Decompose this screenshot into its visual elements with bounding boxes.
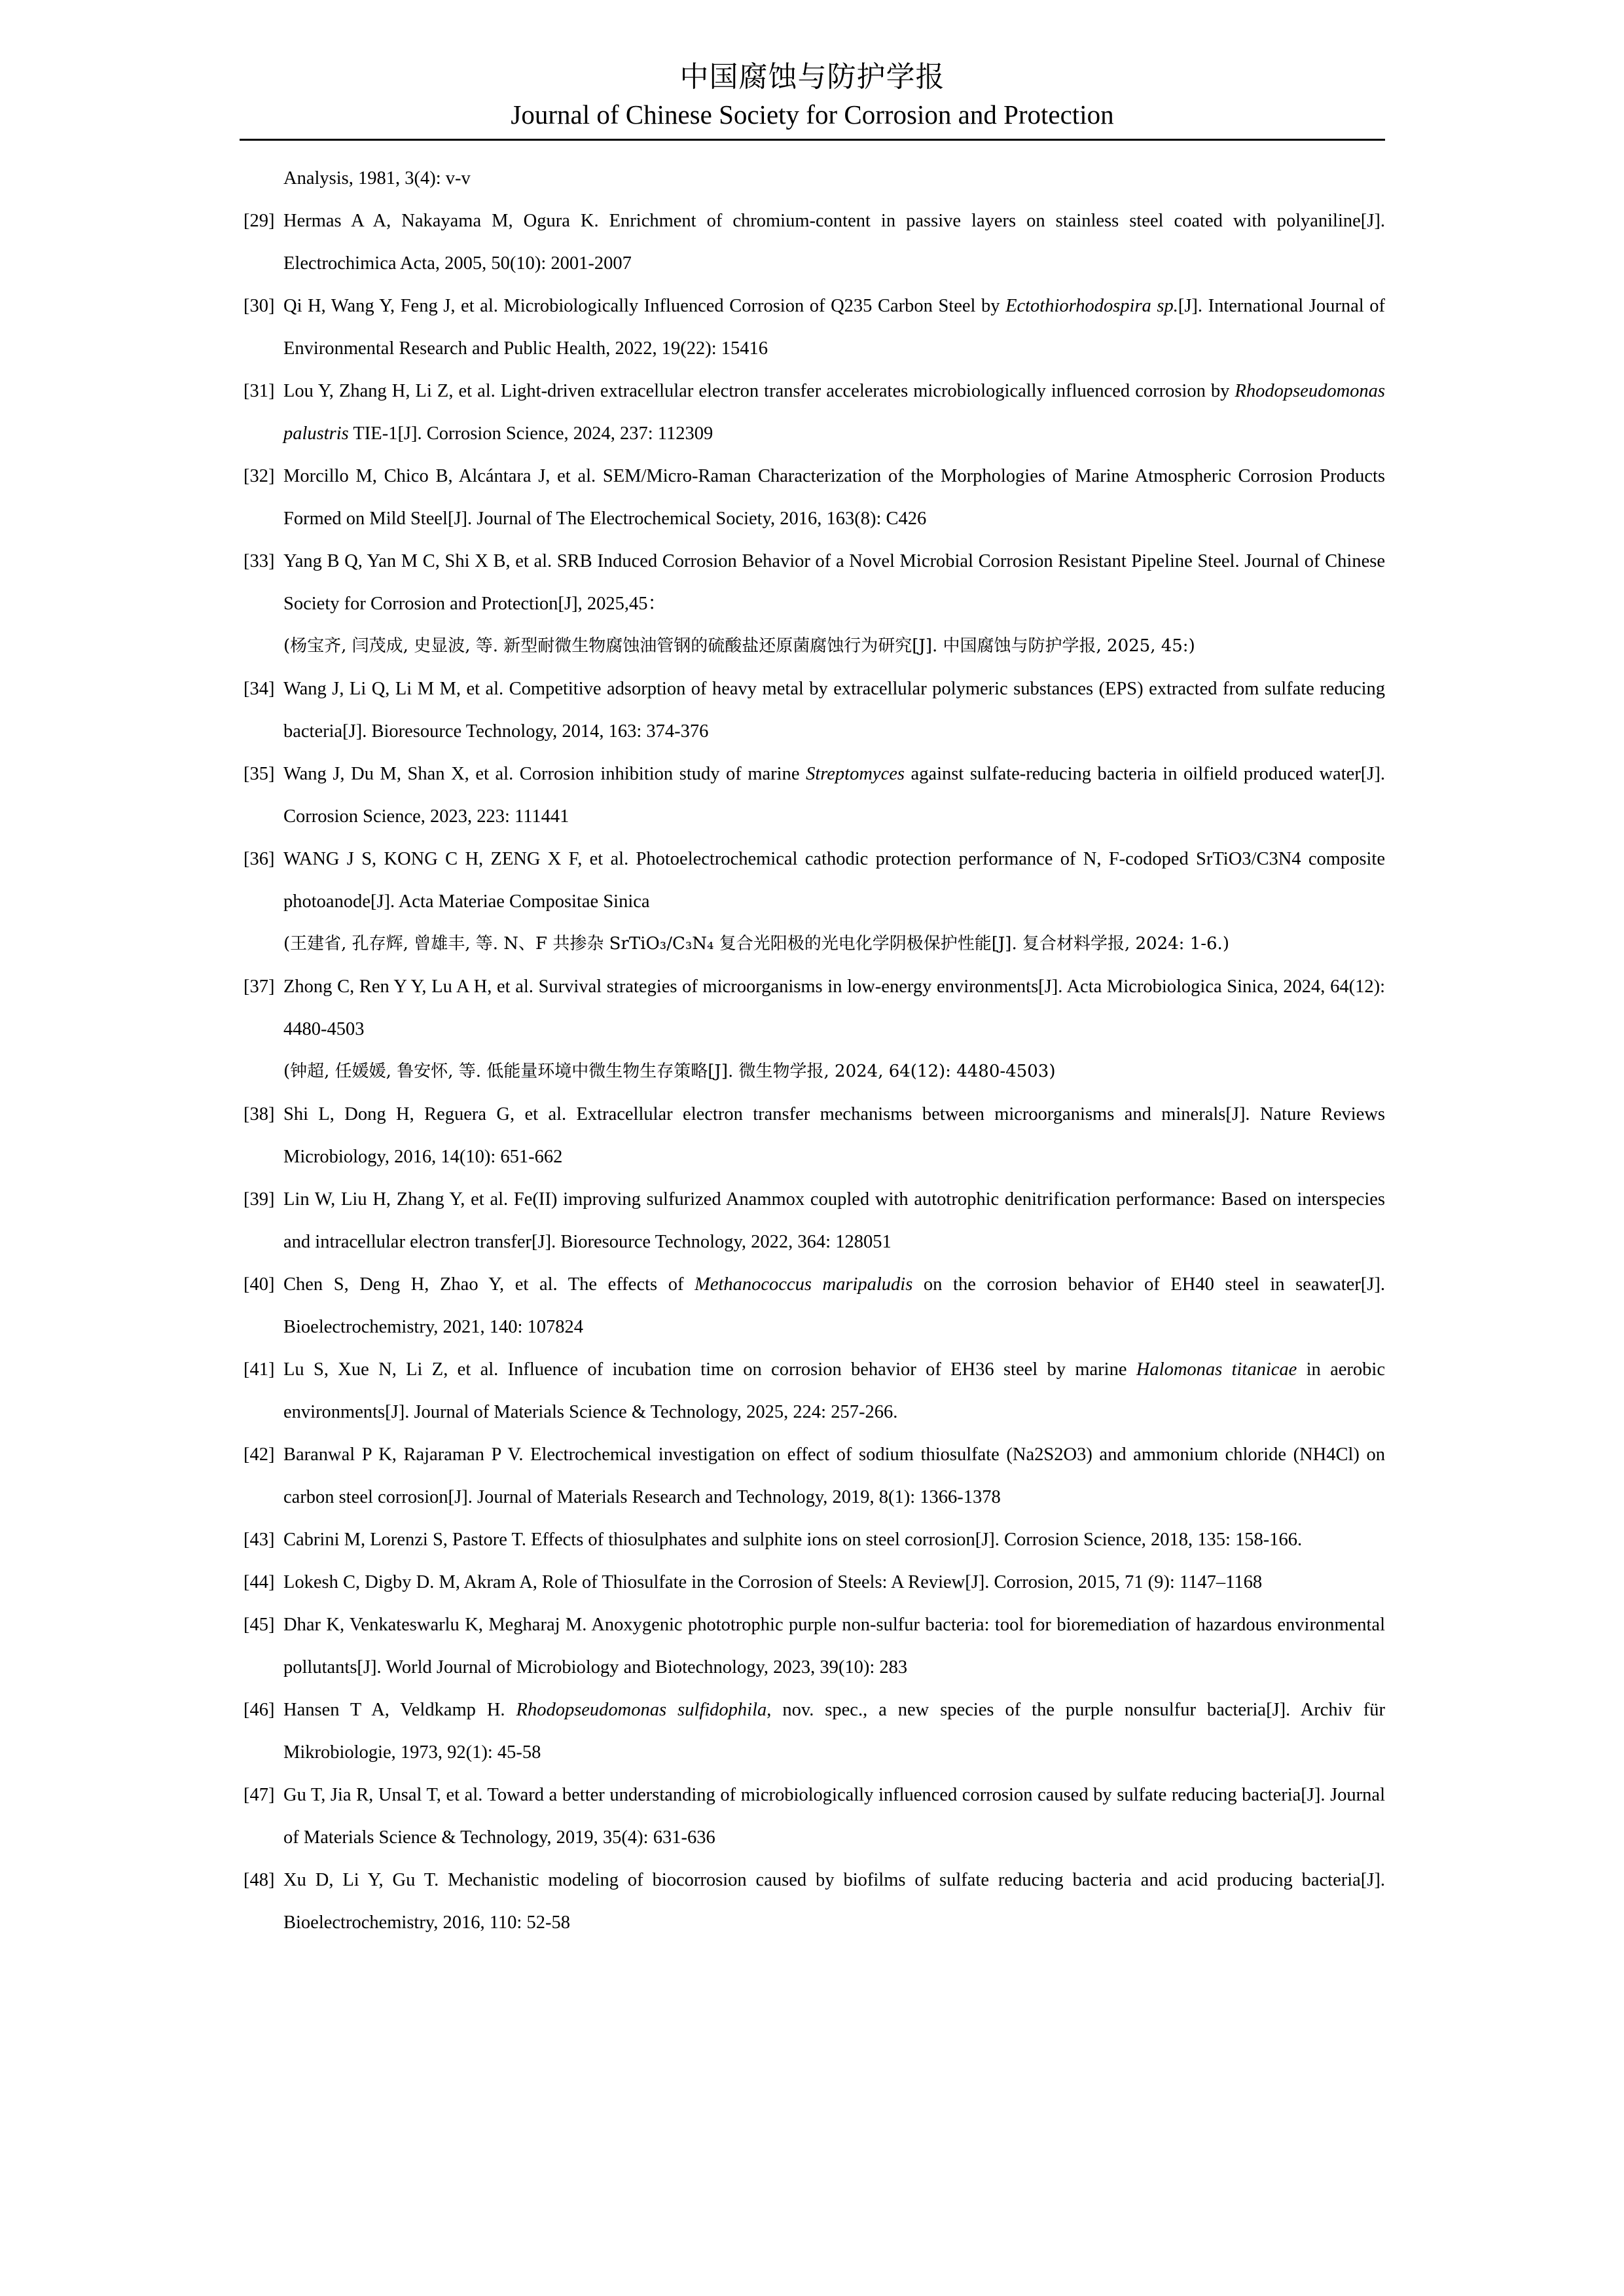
reference-item bbox=[244, 540, 1385, 625]
reference-number: [43] bbox=[244, 1530, 275, 1550]
reference-text: Zhong C, Ren Y Y, Lu A H, et al. Survival strategies of microorganisms in low-energy environments[J]. Acta Microbiologica Sinica, 2024, 64(12): 4480-4503 bbox=[283, 977, 1385, 1039]
species-name: Methanococcus maripaludis bbox=[695, 1274, 913, 1295]
reference-number: [33] bbox=[244, 551, 275, 571]
reference-number: [38] bbox=[244, 1104, 275, 1124]
reference-item bbox=[244, 838, 1385, 923]
reference-item bbox=[244, 1689, 1385, 1774]
reference-number: [32] bbox=[244, 466, 275, 486]
reference-item bbox=[244, 1348, 1385, 1433]
reference-text: Lokesh C, Digby D. M, Akram A, Role of Thiosulfate in the Corrosion of Steels: A Review[J]. Corrosion, 2015, 71 (9): 1147–1168 bbox=[283, 1572, 1263, 1592]
species-name: Rhodopseudomonas palustris bbox=[283, 381, 1385, 444]
reference-item bbox=[244, 1178, 1385, 1263]
reference-text: Morcillo M, Chico B, Alcántara J, et al. SEM/Micro-Raman Characterization of the Morphologies of Marine Atmospheric Corrosion Products Formed on Mild Steel[J]. Journal of The Electrochemical Society, 2016, 163(8): C426 bbox=[283, 466, 1385, 529]
reference-text: in aerobic environments[J]. Journal of Materials Science & Technology, 2025, 224: 257-266. bbox=[283, 1359, 1385, 1422]
page-header bbox=[240, 58, 1385, 139]
reference-item bbox=[244, 1859, 1385, 1944]
reference-number: [47] bbox=[244, 1785, 275, 1805]
reference-number: [44] bbox=[244, 1572, 275, 1592]
reference-chinese-translation: (杨宝齐, 闫茂成, 史显波, 等. 新型耐微生物腐蚀油管钢的硫酸盐还原菌腐蚀行为研究[J]. 中国腐蚀与防护学报, 2025, 45:) bbox=[283, 636, 1195, 656]
reference-text: Hermas A A, Nakayama M, Ogura K. Enrichment of chromium-content in passive layers on stainless steel coated with polyaniline[J]. Electrochimica Acta, 2005, 50(10): 2001-2007 bbox=[283, 211, 1385, 274]
reference-text: against sulfate-reducing bacteria in oilfield produced water[J]. Corrosion Science, 2023, 223: 111441 bbox=[283, 764, 1386, 827]
reference-text: Gu T, Jia R, Unsal T, et al. Toward a better understanding of microbiologically influenced corrosion caused by sulfate reducing bacteria[J]. Journal of Materials Science & Technology, 2019, 35(4): 631-636 bbox=[283, 1785, 1385, 1848]
reference-text: Hansen T A, Veldkamp H. bbox=[283, 1700, 516, 1720]
reference-item bbox=[244, 285, 1385, 370]
reference-text: Chen S, Deng H, Zhao Y, et al. The effects of bbox=[283, 1274, 695, 1295]
reference-number: [42] bbox=[244, 1444, 275, 1465]
reference-number: [45] bbox=[244, 1615, 275, 1635]
reference-text: Cabrini M, Lorenzi S, Pastore T. Effects of thiosulphates and sulphite ions on steel corrosion[J]. Corrosion Science, 2018, 135: 158-166. bbox=[283, 1530, 1303, 1550]
reference-item bbox=[244, 455, 1385, 540]
reference-item bbox=[244, 1093, 1385, 1178]
reference-number: [48] bbox=[244, 1870, 275, 1890]
reference-continuation: Analysis, 1981, 3(4): v-v bbox=[283, 168, 471, 188]
reference-item bbox=[244, 1433, 1385, 1518]
reference-number: [39] bbox=[244, 1189, 275, 1210]
reference-text: Qi H, Wang Y, Feng J, et al. Microbiologically Influenced Corrosion of Q235 Carbon Steel by bbox=[283, 296, 1006, 316]
reference-text: , nov. spec., a new species of the purple nonsulfur bacteria[J]. Archiv für Mikrobiologie, 1973, 92(1): 45-58 bbox=[283, 1700, 1385, 1763]
reference-text: Lou Y, Zhang H, Li Z, et al. Light-driven extracellular electron transfer accelerates microbiologically influenced corrosion by bbox=[283, 381, 1235, 401]
reference-item bbox=[244, 1774, 1385, 1859]
reference-text: Wang J, Li Q, Li M M, et al. Competitive adsorption of heavy metal by extracellular polymeric substances (EPS) extracted from sulfate reducing bacteria[J]. Bioresource Technology, 2014, 163: 374-376 bbox=[283, 679, 1385, 742]
reference-text: Lin W, Liu H, Zhang Y, et al. Fe(II) improving sulfurized Anammox coupled with autotrophic denitrification performance: Based on interspecies and intracellular electron transfer[J]. Bioresource Technology, 2022, 364: 128051 bbox=[283, 1189, 1385, 1252]
reference-item bbox=[244, 1561, 1385, 1604]
reference-text: Shi L, Dong H, Reguera G, et al. Extracellular electron transfer mechanisms between microorganisms and minerals[J]. Nature Reviews Microbiology, 2016, 14(10): 651-662 bbox=[283, 1104, 1385, 1167]
reference-text: Wang J, Du M, Shan X, et al. Corrosion inhibition study of marine bbox=[283, 764, 806, 784]
reference-text: [J]. International Journal of Environmental Research and Public Health, 2022, 19(22): 15416 bbox=[283, 296, 1385, 359]
reference-text: Xu D, Li Y, Gu T. Mechanistic modeling of biocorrosion caused by biofilms of sulfate reducing bacteria and acid producing bacteria[J]. Bioelectrochemistry, 2016, 110: 52-58 bbox=[283, 1870, 1385, 1933]
reference-text: Yang B Q, Yan M C, Shi X B, et al. SRB Induced Corrosion Behavior of a Novel Microbial Corrosion Resistant Pipeline Steel. Journal of Chinese Society for Corrosion and Protection[J], 2025,45： bbox=[283, 551, 1385, 614]
reference-number: [36] bbox=[244, 849, 275, 869]
reference-text: Dhar K, Venkateswarlu K, Megharaj M. Anoxygenic phototrophic purple non-sulfur bacteria: tool for bioremediation of hazardous environmental pollutants[J]. World Journal of Microbiology and Biotechnology, 2023, 39(10): 283 bbox=[283, 1615, 1385, 1677]
reference-number: [31] bbox=[244, 381, 275, 401]
species-name: Halomonas titanicae bbox=[1136, 1359, 1297, 1380]
reference-text: Baranwal P K, Rajaraman P V. Electrochemical investigation on effect of sodium thiosulfate (Na2S2O3) and ammonium chloride (NH4Cl) on carbon steel corrosion[J]. Journal of Materials Research and Technology, 2019, 8(1): 1366-1378 bbox=[283, 1444, 1385, 1507]
reference-item bbox=[244, 965, 1385, 1050]
reference-number: [30] bbox=[244, 296, 275, 316]
reference-list bbox=[244, 157, 1385, 1944]
reference-item bbox=[244, 753, 1385, 838]
reference-text: on the corrosion behavior of EH40 steel in seawater[J]. Bioelectrochemistry, 2021, 140: 107824 bbox=[283, 1274, 1386, 1337]
reference-number: [37] bbox=[244, 977, 275, 997]
species-name: Ectothiorhodospira sp. bbox=[1005, 296, 1178, 316]
reference-item bbox=[244, 1518, 1385, 1561]
reference-number: [34] bbox=[244, 679, 275, 699]
reference-item bbox=[244, 1604, 1385, 1689]
journal-title-english: Journal of Chinese Society for Corrosion and Protection bbox=[511, 99, 1114, 130]
reference-number: [40] bbox=[244, 1274, 275, 1295]
reference-chinese-translation: (王建省, 孔存辉, 曾雄丰, 等. N、F 共掺杂 SrTiO₃/C₃N₄ 复合光阳极的光电化学阴极保护性能[J]. 复合材料学报, 2024: 1-6.) bbox=[283, 934, 1229, 954]
reference-item bbox=[244, 1263, 1385, 1348]
journal-title-chinese: 中国腐蚀与防护学报 bbox=[679, 60, 945, 94]
reference-text: TIE-1[J]. Corrosion Science, 2024, 237: 112309 bbox=[348, 423, 713, 444]
reference-number: [35] bbox=[244, 764, 275, 784]
reference-item bbox=[244, 668, 1385, 753]
reference-item bbox=[244, 200, 1385, 285]
reference-text: WANG J S, KONG C H, ZENG X F, et al. Photoelectrochemical cathodic protection performance of N, F-codoped SrTiO3/C3N4 composite photoanode[J]. Acta Materiae Compositae Sinica bbox=[283, 849, 1385, 912]
species-name: Streptomyces bbox=[806, 764, 905, 784]
reference-text: Lu S, Xue N, Li Z, et al. Influence of incubation time on corrosion behavior of EH36 steel by marine bbox=[283, 1359, 1136, 1380]
reference-item bbox=[244, 370, 1385, 455]
reference-number: [41] bbox=[244, 1359, 275, 1380]
reference-number: [29] bbox=[244, 211, 275, 231]
reference-number: [46] bbox=[244, 1700, 275, 1720]
header-divider bbox=[240, 139, 1385, 141]
species-name: Rhodopseudomonas sulfidophila bbox=[516, 1700, 767, 1720]
reference-chinese-translation: (钟超, 任媛媛, 鲁安怀, 等. 低能量环境中微生物生存策略[J]. 微生物学报, 2024, 64(12): 4480-4503) bbox=[283, 1062, 1056, 1081]
